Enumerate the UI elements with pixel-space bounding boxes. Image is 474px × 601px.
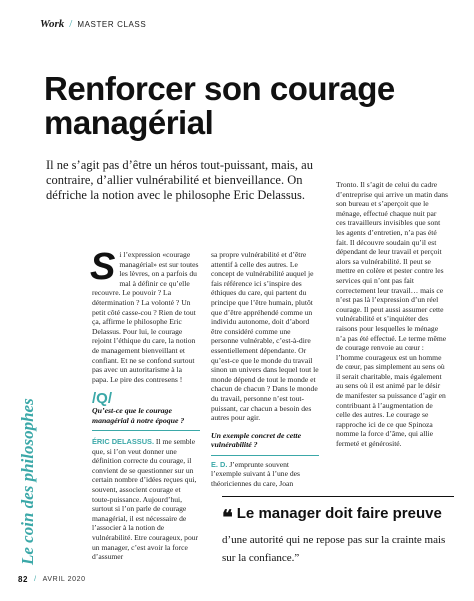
question-mark-logo: /Q/ bbox=[92, 390, 113, 408]
text-column-3 bbox=[336, 180, 448, 449]
intro-paragraph bbox=[90, 246, 200, 384]
quote-open-mark: ❝ bbox=[222, 507, 233, 529]
text-column-1 bbox=[90, 246, 200, 562]
page-number: 82 bbox=[18, 575, 29, 584]
page-footer bbox=[18, 575, 86, 584]
question-1: Qu’est-ce que le courage managérial à notre époque ? bbox=[92, 405, 185, 425]
footer-separator: / bbox=[34, 576, 37, 583]
answer-2 bbox=[211, 460, 319, 489]
pull-quote-emphasis: Le manager doit faire preuve bbox=[236, 505, 442, 522]
article-lead: Il ne s’agit pas d’être un héros tout-puissant, mais, au contraire, d’allier vulnérabilité et bienveillance. On défriche la notion avec le philosophe Eric Delassus. bbox=[46, 158, 313, 202]
question-divider bbox=[211, 455, 319, 456]
header-separator: / bbox=[69, 18, 73, 30]
answer-1 bbox=[92, 437, 200, 562]
text-column-2 bbox=[211, 250, 319, 489]
running-header bbox=[40, 18, 146, 30]
column-2-paragraph: sa propre vulnérabilité et d’être attentif à celle des autres. Le concept de vulnérabilité auquel je fais référence ici s’inspire des éthiques du care, qui partent du principe que l’être humain, plutôt que d’être appréhendé comme un individu autonome, doit d’abord être considéré comme une personne vulnérable, c’est-à-dire essentiellement dépendante. Or qu’est-ce que le monde du travail sinon un univers dans lequel tout le monde dépend de tout le monde et chacun de chacun ? Dans le monde du travail, personne n’est tout-puissant, car chacun a besoin des autres pour agir. bbox=[211, 250, 319, 423]
drop-cap: S bbox=[90, 246, 116, 288]
intro-text: i l’expression «courage managérial» est sur toutes les lèvres, on a parfois du mal à définir ce qu’elle recouvre. Le pouvoir ? La détermination ? La volonté ? Un petit côté casse-cou ? Rien de tout ça, affirme le philosophe Eric Delassus. Pour lui, le courage rejoint l’éthique du care, la notion de management bienveillant et confiant. Et ne se confond surtout pas avec un autoritarisme à la papa. Le pire des contresens ! bbox=[92, 250, 199, 384]
answer-1-text: Il me semble que, si l’on veut donner une définition correcte du courage, il convient de se questionner sur un certain nombre d’idées reçues qui, souvent, associent courage et toute-puissance. Aujourd’hui, surtout si l’on parle de courage managérial, il est nécessaire de l’associer à la notion de vulnérabilité. Etre courageux, pour un manager, c’est avoir la force d’assumer bbox=[92, 437, 199, 562]
series-name: MASTER CLASS bbox=[77, 19, 147, 29]
quote-close-mark: ” bbox=[294, 552, 300, 564]
pull-quote bbox=[222, 496, 454, 566]
speaker-name: ÉRIC DELASSUS. bbox=[92, 437, 155, 447]
speaker-initials: E. D. bbox=[211, 459, 228, 469]
question-divider bbox=[92, 430, 200, 431]
section-name: Work bbox=[40, 18, 65, 30]
column-3-paragraph: Tronto. Il s’agit de celui du cadre d’entreprise qui arrive un matin dans son bureau et s’aperçoit que le ménage, effectué chaque nuit par ces travailleurs invisibles que sont les agents d’entretien, n’a pas été fait. Il découvre soudain qu’il est dépendant de leur travail et perçoit alors sa vulnérabilité. Il peut se mettre en colère et pester contre les services qui n’ont pas fait correctement leur travail… mais ce n’est pas là l’expression d’un réel courage. Il peut aussi assumer cette vulnérabilité et s’inquiéter des raisons pour lesquelles le ménage n’a pas été effectué. Le terme même de courage renvoie au cœur : l’homme courageux est un homme de cœur, pas simplement au sens où il serait charitable, mais également au sens où il est animé par le désir de manifester sa puissance d’agir en contribuant à l’augmentation de celle des autres. Le courage se rapproche ici de ce que Spinoza nomme la force d’âme, qui allie fermeté et générosité. bbox=[336, 180, 448, 449]
side-section-label: Le coin des philosophes bbox=[18, 398, 37, 565]
article-title: Renforcer son courage managérial bbox=[44, 70, 395, 141]
answer-2-text: J’emprunte souvent l’exemple suivant à l’une des théoriciennes du care, Joan bbox=[211, 459, 300, 489]
issue-date: AVRIL 2020 bbox=[42, 576, 86, 583]
pull-quote-text: d’une autorité qui ne repose pas sur la crainte mais sur la confiance. bbox=[222, 534, 446, 564]
question-2: Un exemple concret de cette vulnérabilité ? bbox=[211, 430, 302, 450]
